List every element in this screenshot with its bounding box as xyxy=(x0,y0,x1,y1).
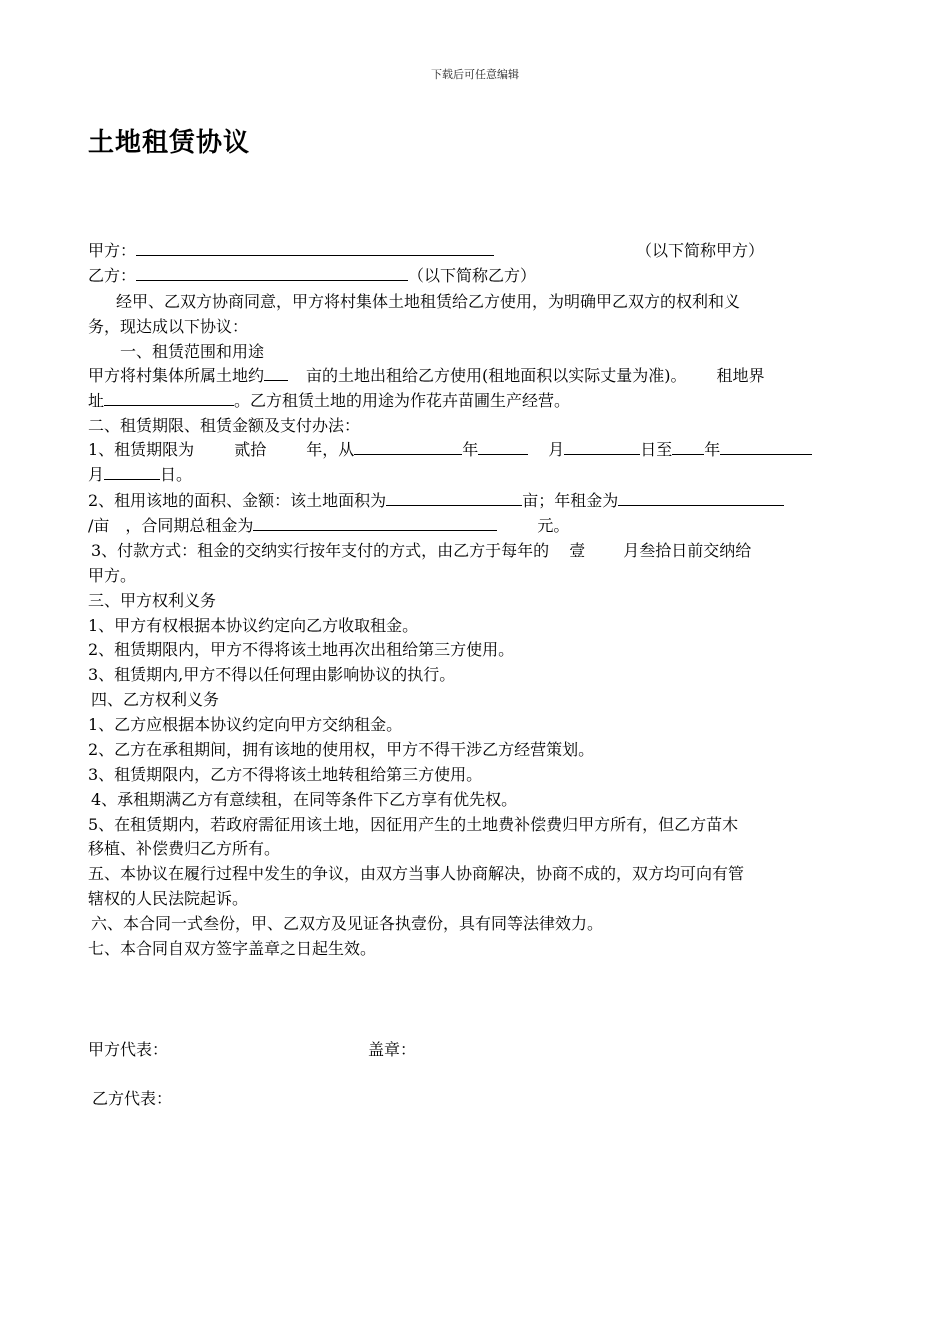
term-day-to: 日至 xyxy=(640,440,673,459)
section-7: 七、本合同自双方签字盖章之日起生效。 xyxy=(88,939,377,958)
party-a-rep-label: 甲方代表： xyxy=(88,1040,169,1059)
area-blank xyxy=(386,489,522,506)
party-b-blank xyxy=(136,264,408,281)
section-3-item-1: 1、甲方有权根据本协议约定向乙方收取租金。 xyxy=(88,616,419,635)
section-2-item-2-cont xyxy=(88,514,878,538)
section-3-heading: 三、甲方权利义务 xyxy=(88,591,217,610)
start-month-blank xyxy=(478,438,528,455)
section-3-item-2: 2、租赁期限内，甲方不得将该土地再次出租给第三方使用。 xyxy=(88,640,515,659)
term-month2-label: 月 xyxy=(88,465,105,484)
section-6: 六、本合同一式叁份，甲、乙双方及见证各执壹份，具有同等法律效力。 xyxy=(91,914,604,933)
amount-text-d: ，合同期总租金为 xyxy=(125,516,254,535)
party-a-line xyxy=(88,239,878,263)
start-day-blank xyxy=(564,438,640,455)
party-a-suffix: （以下简称甲方） xyxy=(636,241,765,260)
end-year-blank xyxy=(672,438,704,455)
amount-yuan: 元。 xyxy=(537,516,570,535)
section-4-item-2: 2、乙方在承租期间，拥有该地的使用权，甲方不得干涉乙方经营策划。 xyxy=(88,740,595,759)
term-day2-label: 日。 xyxy=(160,465,193,484)
amount-text-b: 亩；年租金为 xyxy=(522,491,619,510)
total-rent-blank xyxy=(253,514,497,531)
section-4-item-4: 4、承租期满乙方有意续租，在同等条件下乙方享有优先权。 xyxy=(91,790,518,809)
intro-line-1: 经甲、乙双方协商同意，甲方将村集体土地租赁给乙方使用，为明确甲乙双方的权利和义 xyxy=(116,292,741,311)
section-2-item-1-cont xyxy=(88,463,878,487)
annual-rent-blank xyxy=(618,489,784,506)
start-year-blank xyxy=(354,438,462,455)
section-3-item-3: 3、租赁期内,甲方不得以任何理由影响协议的执行。 xyxy=(88,665,456,684)
header-note: 下载后可任意编辑 xyxy=(431,68,519,81)
document-title: 土地租赁协议 xyxy=(88,128,251,158)
amount-text-a: 2、租用该地的面积、金额：该土地面积为 xyxy=(88,491,387,510)
payment-tail: 月叁拾日前交纳给 xyxy=(623,541,752,560)
payment-text: 3、付款方式：租金的交纳实行按年支付的方式，由乙方于每年的 xyxy=(91,541,550,560)
party-b-label: 乙方： xyxy=(88,266,137,285)
intro-line-2: 务，现达成以下协议： xyxy=(88,317,249,336)
section-1-heading: 一、租赁范围和用途 xyxy=(120,342,265,361)
party-a-blank xyxy=(136,239,494,256)
sec1-text-e: 。乙方租赁土地的用途为作花卉苗圃生产经营。 xyxy=(234,391,571,410)
section-1-line-2 xyxy=(88,389,878,413)
section-4-item-5-cont: 移植、补偿费归乙方所有。 xyxy=(88,839,281,858)
amount-per-mu: /亩 xyxy=(88,516,110,535)
seal-label: 盖章： xyxy=(368,1040,417,1059)
sec1-text-a: 甲方将村集体所属土地约 xyxy=(88,366,265,385)
section-4-heading: 四、乙方权利义务 xyxy=(91,690,220,709)
end-month-blank xyxy=(720,438,812,455)
sec1-text-b: 亩的土地出租给乙方使用(租地面积以实际丈量为准)。 xyxy=(306,366,687,385)
party-b-line xyxy=(88,264,878,288)
section-1-line-1 xyxy=(88,364,878,388)
term-years: 贰拾 xyxy=(234,440,267,459)
section-5-line-1: 五、本协议在履行过程中发生的争议，由双方当事人协商解决，协商不成的，双方均可向有管 xyxy=(88,864,745,883)
section-4-item-5: 5、在租赁期内，若政府需征用该土地，因征用产生的土地费补偿费归甲方所有，但乙方苗木 xyxy=(88,815,739,834)
section-5-line-2: 辖权的人民法院起诉。 xyxy=(88,889,249,908)
payment-month: 壹 xyxy=(569,541,586,560)
section-2-item-3 xyxy=(88,539,881,563)
section-2-item-2 xyxy=(88,489,878,513)
signature-line-b: 乙方代表： xyxy=(92,1089,173,1108)
term-year2-label: 年 xyxy=(704,440,721,459)
term-year-label: 年 xyxy=(462,440,479,459)
term-text-b: 年，从 xyxy=(306,440,355,459)
end-day-blank xyxy=(104,463,160,480)
term-month-label: 月 xyxy=(548,440,565,459)
section-2-heading: 二、租赁期限、租赁金额及支付办法： xyxy=(88,416,361,435)
land-boundary-blank xyxy=(104,389,234,406)
party-b-suffix: （以下简称乙方） xyxy=(408,266,537,285)
sec1-text-d: 址 xyxy=(88,391,105,410)
party-a-label: 甲方： xyxy=(88,241,137,260)
signature-line-a xyxy=(88,1038,878,1062)
land-area-blank xyxy=(264,364,288,381)
section-2-item-3-cont: 甲方。 xyxy=(88,566,137,585)
sec1-text-c: 租地界 xyxy=(716,366,765,385)
term-text-a: 1、租赁期限为 xyxy=(88,440,195,459)
section-2-item-1 xyxy=(88,438,878,462)
section-4-item-1: 1、乙方应根据本协议约定向甲方交纳租金。 xyxy=(88,715,403,734)
section-4-item-3: 3、租赁期限内，乙方不得将该土地转租给第三方使用。 xyxy=(88,765,483,784)
